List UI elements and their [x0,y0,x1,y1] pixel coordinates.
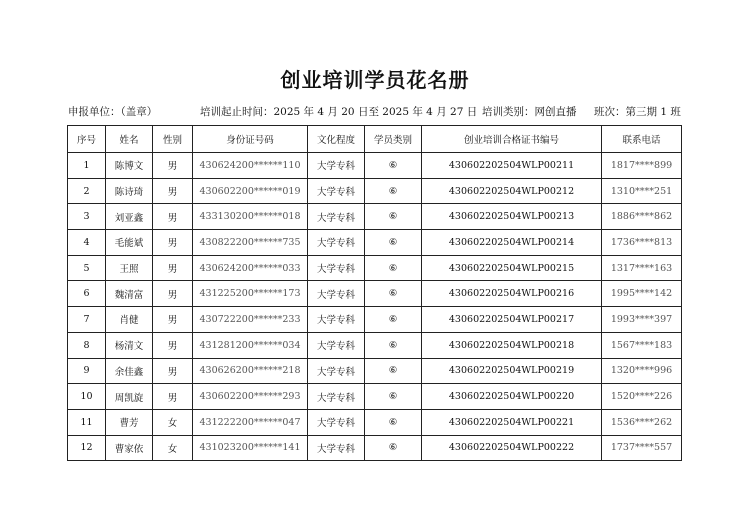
cell-index: 4 [68,230,106,256]
cell-index: 10 [68,384,106,410]
cell-id-number: 430602200******019 [193,178,308,204]
cell-name: 余佳鑫 [106,358,153,384]
cell-education: 大学专科 [308,307,365,333]
table-row [68,281,682,307]
header-phone: 联系电话 [602,126,682,153]
cell-gender: 男 [153,384,193,410]
cell-name: 曹芳 [106,409,153,435]
table-row [68,178,682,204]
cell-id-number: 430626200******218 [193,358,308,384]
cell-gender: 男 [153,153,193,179]
cell-gender: 男 [153,178,193,204]
cell-education: 大学专科 [308,358,365,384]
cell-student-category: ⑥ [365,178,422,204]
cell-name: 毛能斌 [106,230,153,256]
meta-period: 培训起止时间：2025 年 4 月 20 日至 2025 年 4 月 27 日 [200,106,478,118]
cell-index: 8 [68,332,106,358]
header-id-number: 身份证号码 [193,126,308,153]
cell-gender: 女 [153,435,193,461]
cell-certificate-number: 430602202504WLP00220 [422,384,602,410]
cell-gender: 女 [153,409,193,435]
meta-category: 培训类别：网创直播 [482,106,577,118]
cell-id-number: 430602200******293 [193,384,308,410]
cell-certificate-number: 430602202504WLP00221 [422,409,602,435]
cell-student-category: ⑥ [365,409,422,435]
table-header-row [68,126,682,153]
cell-id-number: 431023200******141 [193,435,308,461]
cell-student-category: ⑥ [365,230,422,256]
cell-gender: 男 [153,230,193,256]
cell-certificate-number: 430602202504WLP00216 [422,281,602,307]
cell-name: 魏清富 [106,281,153,307]
cell-index: 5 [68,255,106,281]
cell-name: 肖健 [106,307,153,333]
cell-phone: 1567****183 [602,332,682,358]
cell-education: 大学专科 [308,153,365,179]
cell-name: 曹家依 [106,435,153,461]
table-row [68,409,682,435]
cell-id-number: 431225200******173 [193,281,308,307]
cell-phone: 1817****899 [602,153,682,179]
header-name: 姓名 [106,126,153,153]
cell-phone: 1320****996 [602,358,682,384]
cell-phone: 1993****397 [602,307,682,333]
cell-phone: 1317****163 [602,255,682,281]
cell-gender: 男 [153,332,193,358]
cell-education: 大学专科 [308,332,365,358]
cell-name: 王照 [106,255,153,281]
cell-education: 大学专科 [308,230,365,256]
cell-id-number: 430722200******233 [193,307,308,333]
cell-index: 11 [68,409,106,435]
header-gender: 性别 [153,126,193,153]
cell-phone: 1737****557 [602,435,682,461]
table-row [68,384,682,410]
cell-name: 陈诗琦 [106,178,153,204]
table-row [68,255,682,281]
cell-certificate-number: 430602202504WLP00219 [422,358,602,384]
cell-education: 大学专科 [308,435,365,461]
header-education: 文化程度 [308,126,365,153]
cell-student-category: ⑥ [365,307,422,333]
cell-index: 6 [68,281,106,307]
table-row [68,204,682,230]
cell-student-category: ⑥ [365,358,422,384]
cell-phone: 1310****251 [602,178,682,204]
cell-certificate-number: 430602202504WLP00211 [422,153,602,179]
cell-index: 1 [68,153,106,179]
cell-education: 大学专科 [308,409,365,435]
cell-gender: 男 [153,307,193,333]
cell-certificate-number: 430602202504WLP00222 [422,435,602,461]
cell-student-category: ⑥ [365,384,422,410]
header-student-category: 学员类别 [365,126,422,153]
meta-unit: 申报单位：（盖章） [68,106,158,118]
cell-certificate-number: 430602202504WLP00215 [422,255,602,281]
cell-gender: 男 [153,255,193,281]
cell-student-category: ⑥ [365,281,422,307]
cell-name: 刘亚鑫 [106,204,153,230]
header-index: 序号 [68,126,106,153]
cell-id-number: 431222200******047 [193,409,308,435]
cell-index: 7 [68,307,106,333]
cell-certificate-number: 430602202504WLP00218 [422,332,602,358]
table-row [68,230,682,256]
cell-student-category: ⑥ [365,255,422,281]
cell-name: 陈博文 [106,153,153,179]
cell-phone: 1536****262 [602,409,682,435]
cell-certificate-number: 430602202504WLP00213 [422,204,602,230]
cell-phone: 1736****813 [602,230,682,256]
cell-index: 2 [68,178,106,204]
cell-phone: 1886****862 [602,204,682,230]
cell-index: 3 [68,204,106,230]
cell-id-number: 430624200******033 [193,255,308,281]
cell-index: 9 [68,358,106,384]
table-row [68,153,682,179]
cell-certificate-number: 430602202504WLP00214 [422,230,602,256]
cell-education: 大学专科 [308,204,365,230]
cell-education: 大学专科 [308,281,365,307]
cell-student-category: ⑥ [365,204,422,230]
roster-table [67,125,682,461]
table-body [68,153,682,461]
cell-gender: 男 [153,204,193,230]
table-row [68,307,682,333]
cell-phone: 1520****226 [602,384,682,410]
cell-id-number: 431281200******034 [193,332,308,358]
cell-id-number: 430624200******110 [193,153,308,179]
header-certificate-number: 创业培训合格证书编号 [422,126,602,153]
cell-education: 大学专科 [308,384,365,410]
table-row [68,435,682,461]
cell-certificate-number: 430602202504WLP00212 [422,178,602,204]
cell-education: 大学专科 [308,255,365,281]
cell-gender: 男 [153,358,193,384]
cell-student-category: ⑥ [365,435,422,461]
cell-index: 12 [68,435,106,461]
meta-class: 班次：第三期 1 班 [594,106,681,118]
cell-name: 杨清文 [106,332,153,358]
page-title: 创业培训学员花名册 [280,68,470,92]
cell-gender: 男 [153,281,193,307]
table-row [68,358,682,384]
cell-phone: 1995****142 [602,281,682,307]
cell-student-category: ⑥ [365,153,422,179]
cell-id-number: 433130200******018 [193,204,308,230]
cell-education: 大学专科 [308,178,365,204]
cell-student-category: ⑥ [365,332,422,358]
table-row [68,332,682,358]
cell-name: 周凯旋 [106,384,153,410]
cell-certificate-number: 430602202504WLP00217 [422,307,602,333]
cell-id-number: 430822200******735 [193,230,308,256]
